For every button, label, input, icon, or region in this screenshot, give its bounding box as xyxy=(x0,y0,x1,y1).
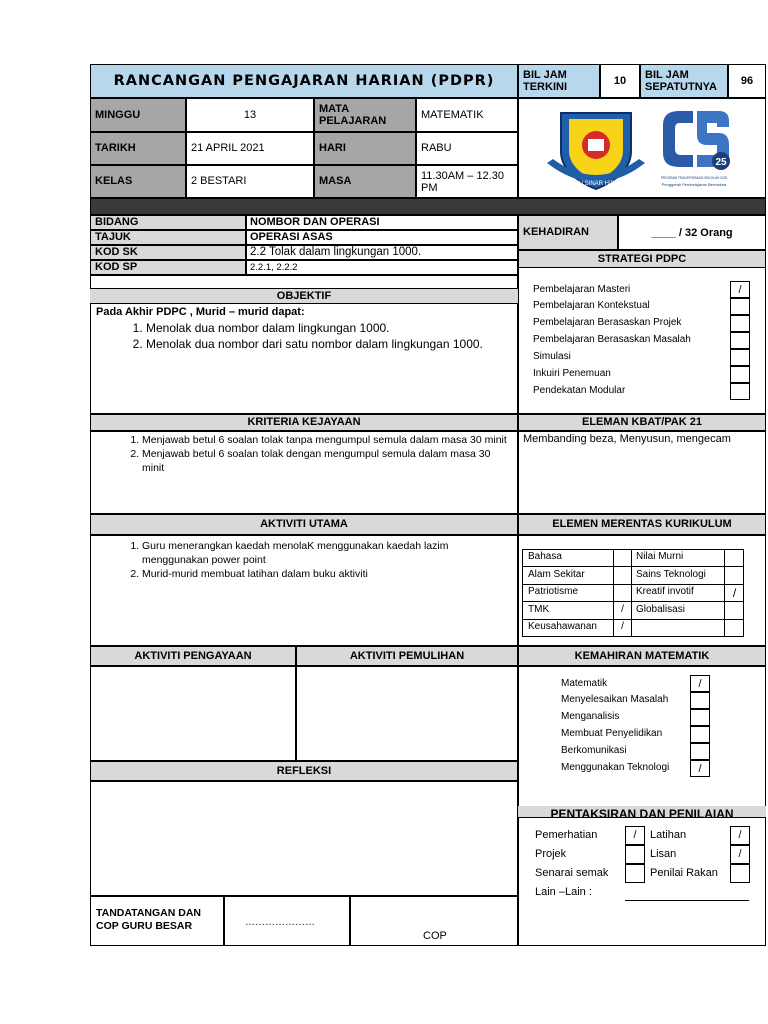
kemahiran-item: Menyelesaikan Masalah xyxy=(561,694,669,705)
kelas-value: 2 BESTARI xyxy=(186,165,314,198)
kemahiran-checkbox[interactable]: / xyxy=(690,760,710,777)
pentaksiran-item: Projek xyxy=(535,848,567,860)
strategi-checkbox[interactable] xyxy=(730,332,750,349)
emk-item: Nilai Murni xyxy=(636,551,684,562)
ppd-number: 25 xyxy=(715,157,727,168)
objektif-intro: Pada Akhir PDPC , Murid – murid dapat: xyxy=(96,306,305,318)
emk-heading: ELEMEN MERENTAS KURIKULUM xyxy=(518,514,766,535)
minggu-value: 13 xyxy=(186,98,314,132)
pentaksiran-item: Pemerhatian xyxy=(535,829,598,841)
pentaksiran-checkbox[interactable]: / xyxy=(730,845,750,864)
ppd-caption-1: PROGRAM TRANSFORMASI SEKOLAH 2025 xyxy=(660,176,728,180)
emk-table xyxy=(522,549,744,637)
kemahiran-checkbox[interactable] xyxy=(690,726,710,743)
bidang-value: NOMBOR DAN OPERASI xyxy=(246,215,518,230)
lain-lain-label: Lain –Lain : xyxy=(535,886,592,898)
kemahiran-checkbox[interactable] xyxy=(690,709,710,726)
masa-label: MASA xyxy=(314,165,416,198)
emk-item: Patriotisme xyxy=(528,586,579,597)
strategi-heading: STRATEGI PDPC xyxy=(518,250,766,268)
hari-value: RABU xyxy=(416,132,518,165)
school-motto: ILMU SINAR HIDUP xyxy=(568,181,624,187)
signature-dots: ………………… xyxy=(245,917,315,928)
kemahiran-heading: KEMAHIRAN MATEMATIK xyxy=(518,646,766,666)
tandatangan-signature[interactable] xyxy=(224,896,350,946)
ppd-caption-2: Penggerak Pembelajaran Bermakna xyxy=(661,182,727,187)
pentaksiran-checkbox[interactable] xyxy=(625,864,645,883)
bidang-label: BIDANG xyxy=(90,215,246,230)
kemahiran-checkbox[interactable]: / xyxy=(690,675,710,692)
kemahiran-item: Membuat Penyelidikan xyxy=(561,728,663,739)
kod-sk-label: KOD SK xyxy=(90,245,246,260)
pemulihan-heading: AKTIVITI PEMULIHAN xyxy=(296,646,518,666)
aktiviti-item: 1. Guru menerangkan kaedah menolaK menggunakan kaedah lazim menggunakan power point xyxy=(142,539,492,567)
bil-jam-sepatutnya-label: BIL JAM SEPATUTNYA xyxy=(640,64,728,98)
aktiviti-list xyxy=(112,539,492,581)
emk-item: Kreatif invotif xyxy=(636,586,694,597)
refleksi-heading: REFLEKSI xyxy=(90,761,518,781)
objektif-heading: OBJEKTIF xyxy=(90,288,518,304)
strategi-item: Simulasi xyxy=(533,351,571,362)
ppd-logo xyxy=(649,105,739,195)
pentaksiran-item: Senarai semak xyxy=(535,867,609,879)
kemahiran-item: Menggunakan Teknologi xyxy=(561,762,670,773)
strategi-item: Pembelajaran Berasaskan Masalah xyxy=(533,334,691,345)
kriteria-list xyxy=(112,433,512,475)
pentaksiran-item: Latihan xyxy=(650,829,687,841)
tarikh-value: 21 APRIL 2021 xyxy=(186,132,314,165)
tajuk-value: OPERASI ASAS xyxy=(246,230,518,245)
emk-mark[interactable]: / xyxy=(621,621,624,632)
objektif-list xyxy=(116,321,510,353)
separator-band xyxy=(90,198,766,215)
pengayaan-box[interactable] xyxy=(90,666,296,761)
strategi-item: Pembelajaran Masteri xyxy=(533,284,631,295)
kemahiran-box xyxy=(518,666,766,817)
refleksi-box[interactable] xyxy=(90,781,518,896)
kemahiran-item: Menganalisis xyxy=(561,711,620,722)
kelas-label: KELAS xyxy=(90,165,186,198)
strategi-checkbox[interactable]: / xyxy=(730,281,750,298)
pentaksiran-heading-wrap xyxy=(518,806,766,817)
page-title-cell xyxy=(90,64,518,98)
masa-value: 11.30AM – 12.30 PM xyxy=(416,165,518,198)
emk-item: TMK xyxy=(528,604,550,615)
bil-jam-sepatutnya-value: 96 xyxy=(728,64,766,98)
kod-sk-value: 2.2 Tolak dalam lingkungan 1000. xyxy=(246,245,518,260)
kemahiran-checkbox[interactable] xyxy=(690,692,710,709)
tandatangan-label-cell xyxy=(90,896,224,946)
strategi-item: Pembelajaran Kontekstual xyxy=(533,300,650,311)
pengayaan-heading: AKTIVITI PENGAYAAN xyxy=(90,646,296,666)
objektif-item: 2. Menolak dua nombor dari satu nombor dalam lingkungan 1000. xyxy=(146,336,510,353)
kemahiran-item: Matematik xyxy=(561,678,608,689)
tajuk-label: TAJUK xyxy=(90,230,246,245)
hari-label: HARI xyxy=(314,132,416,165)
kbat-heading: ELEMAN KBAT/PAK 21 xyxy=(518,414,766,431)
strategi-checkbox[interactable] xyxy=(730,383,750,400)
emk-item: Alam Sekitar xyxy=(528,569,585,580)
page-title: RANCANGAN PENGAJARAN HARIAN (PDPR) xyxy=(113,73,495,89)
kod-sp-value: 2.2.1, 2.2.2 xyxy=(246,260,518,275)
strategi-checkbox[interactable] xyxy=(730,315,750,332)
emk-item: Bahasa xyxy=(528,551,562,562)
pentaksiran-checkbox[interactable] xyxy=(625,845,645,864)
kriteria-heading: KRITERIA KEJAYAAN xyxy=(90,414,518,431)
strategi-item: Pendekatan Modular xyxy=(533,385,626,396)
minggu-label: MINGGU xyxy=(90,98,186,132)
kriteria-item: 2. Menjawab betul 6 soalan tolak dengan mengumpul semula dalam masa 30 minit xyxy=(142,447,512,475)
pentaksiran-heading: PENTAKSIRAN DAN PENILAIAN xyxy=(518,806,766,817)
logos-cell xyxy=(518,98,766,198)
kbat-text: Membanding beza, Menyusun, mengecam xyxy=(523,433,731,445)
pentaksiran-item: Lisan xyxy=(650,848,677,860)
mata-pelajaran-value: MATEMATIK xyxy=(416,98,518,132)
school-logo xyxy=(541,105,651,195)
pentaksiran-item: Penilai Rakan xyxy=(650,867,718,879)
pentaksiran-checkbox[interactable]: / xyxy=(730,826,750,845)
emk-mark[interactable]: / xyxy=(732,586,737,600)
kbat-box xyxy=(518,431,766,514)
kemahiran-item: Berkomunikasi xyxy=(561,745,627,756)
kod-sp-label: KOD SP xyxy=(90,260,246,275)
strategi-checkbox[interactable] xyxy=(730,366,750,383)
bil-jam-terkini-value: 10 xyxy=(600,64,640,98)
kemahiran-checkbox[interactable] xyxy=(690,743,710,760)
lain-lain-line[interactable] xyxy=(625,900,749,901)
tandatangan-cop[interactable] xyxy=(350,896,518,946)
aktiviti-heading: AKTIVITI UTAMA xyxy=(90,514,518,535)
kehadiran-value: ____ / 32 Orang xyxy=(618,215,766,250)
emk-item: Sains Teknologi xyxy=(636,569,706,580)
emk-mark[interactable]: / xyxy=(621,604,624,615)
strategi-checkbox[interactable] xyxy=(730,349,750,366)
mata-pelajaran-label: MATA PELAJARAN xyxy=(314,98,416,132)
tandatangan-label: TANDATANGAN DAN COP GURU BESAR xyxy=(96,907,201,932)
tarikh-label: TARIKH xyxy=(90,132,186,165)
objektif-item: 1. Menolak dua nombor dalam lingkungan 1000. xyxy=(146,321,510,336)
emk-item: Keusahawanan xyxy=(528,621,597,632)
pentaksiran-checkbox[interactable] xyxy=(730,864,750,883)
pemulihan-box[interactable] xyxy=(296,666,518,761)
kriteria-item: 1. Menjawab betul 6 soalan tolak tanpa mengumpul semula dalam masa 30 minit xyxy=(142,433,512,447)
pentaksiran-checkbox[interactable]: / xyxy=(625,826,645,845)
strategi-item: Inkuiri Penemuan xyxy=(533,368,611,379)
cop-label: COP xyxy=(423,930,447,942)
emk-item: Globalisasi xyxy=(636,604,685,615)
strategi-checkbox[interactable] xyxy=(730,298,750,315)
bil-jam-terkini-label: BIL JAM TERKINI xyxy=(518,64,600,98)
strategi-item: Pembelajaran Berasaskan Projek xyxy=(533,317,682,328)
kehadiran-label: KEHADIRAN xyxy=(518,215,618,250)
aktiviti-item: 2. Murid-murid membuat latihan dalam buku aktiviti xyxy=(142,567,492,581)
